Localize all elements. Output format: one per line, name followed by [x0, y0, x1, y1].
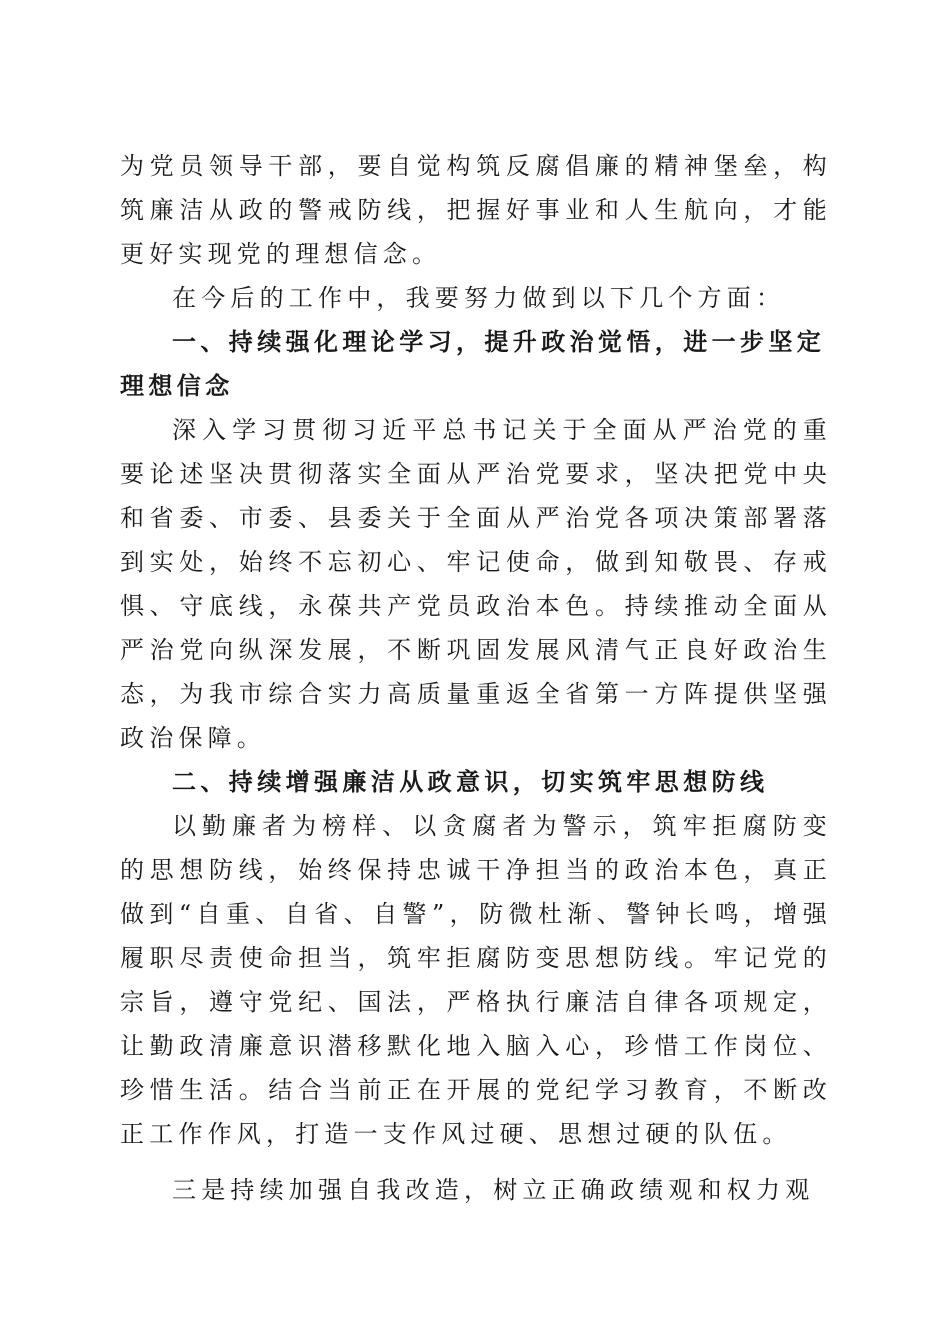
intro-paragraph: 为党员领导干部，要自觉构筑反腐倡廉的精神堡垒，构筑廉洁从政的警戒防线，把握好事业和人生航向，才能更好实现党的理想信念。	[120, 152, 832, 268]
document-page	[120, 144, 832, 1212]
section-heading-2: 二、持续增强廉洁从政意识，切实筑牢思想防线	[172, 768, 769, 796]
section-2-body: 以勤廉者为榜样、以贪腐者为警示，筑牢拒腐防变的思想防线，始终保持忠诚干净担当的政治本色，真正做到“自重、自省、自警”，防微杜渐、警钟长鸣，增强履职尽责使命担当，筑牢拒腐防变思想防线。牢记党的宗旨，遵守党纪、国法，严格执行廉洁自律各项规定，让勤政清廉意识潜移默化地入脑入心，珍惜工作岗位、珍惜生活。结合当前正在开展的党纪学习教育，不断改正工作作风，打造一支作风过硬、思想过硬的队伍。	[120, 812, 832, 1148]
section-heading-1: 一、持续强化理论学习，提升政治觉悟，进一步坚定理想信念	[120, 328, 826, 400]
section-heading-3: 三是持续加强自我改造，树立正确政绩观和权力观	[172, 1176, 815, 1204]
section-1-body: 深入学习贯彻习近平总书记关于全面从严治党的重要论述坚决贯彻落实全面从严治党要求，坚决把党中央和省委、市委、县委关于全面从严治党各项决策部署落到实处，始终不忘初心、牢记使命，做到知敬畏、存戒惧、守底线，永葆共产党员政治本色。持续推动全面从严治党向纵深发展，不断巩固发展风清气正良好政治生态，为我市综合实力高质量重返全省第一方阵提供坚强政治保障。	[120, 416, 832, 752]
lead-in-paragraph: 在今后的工作中，我要努力做到以下几个方面：	[172, 284, 786, 312]
